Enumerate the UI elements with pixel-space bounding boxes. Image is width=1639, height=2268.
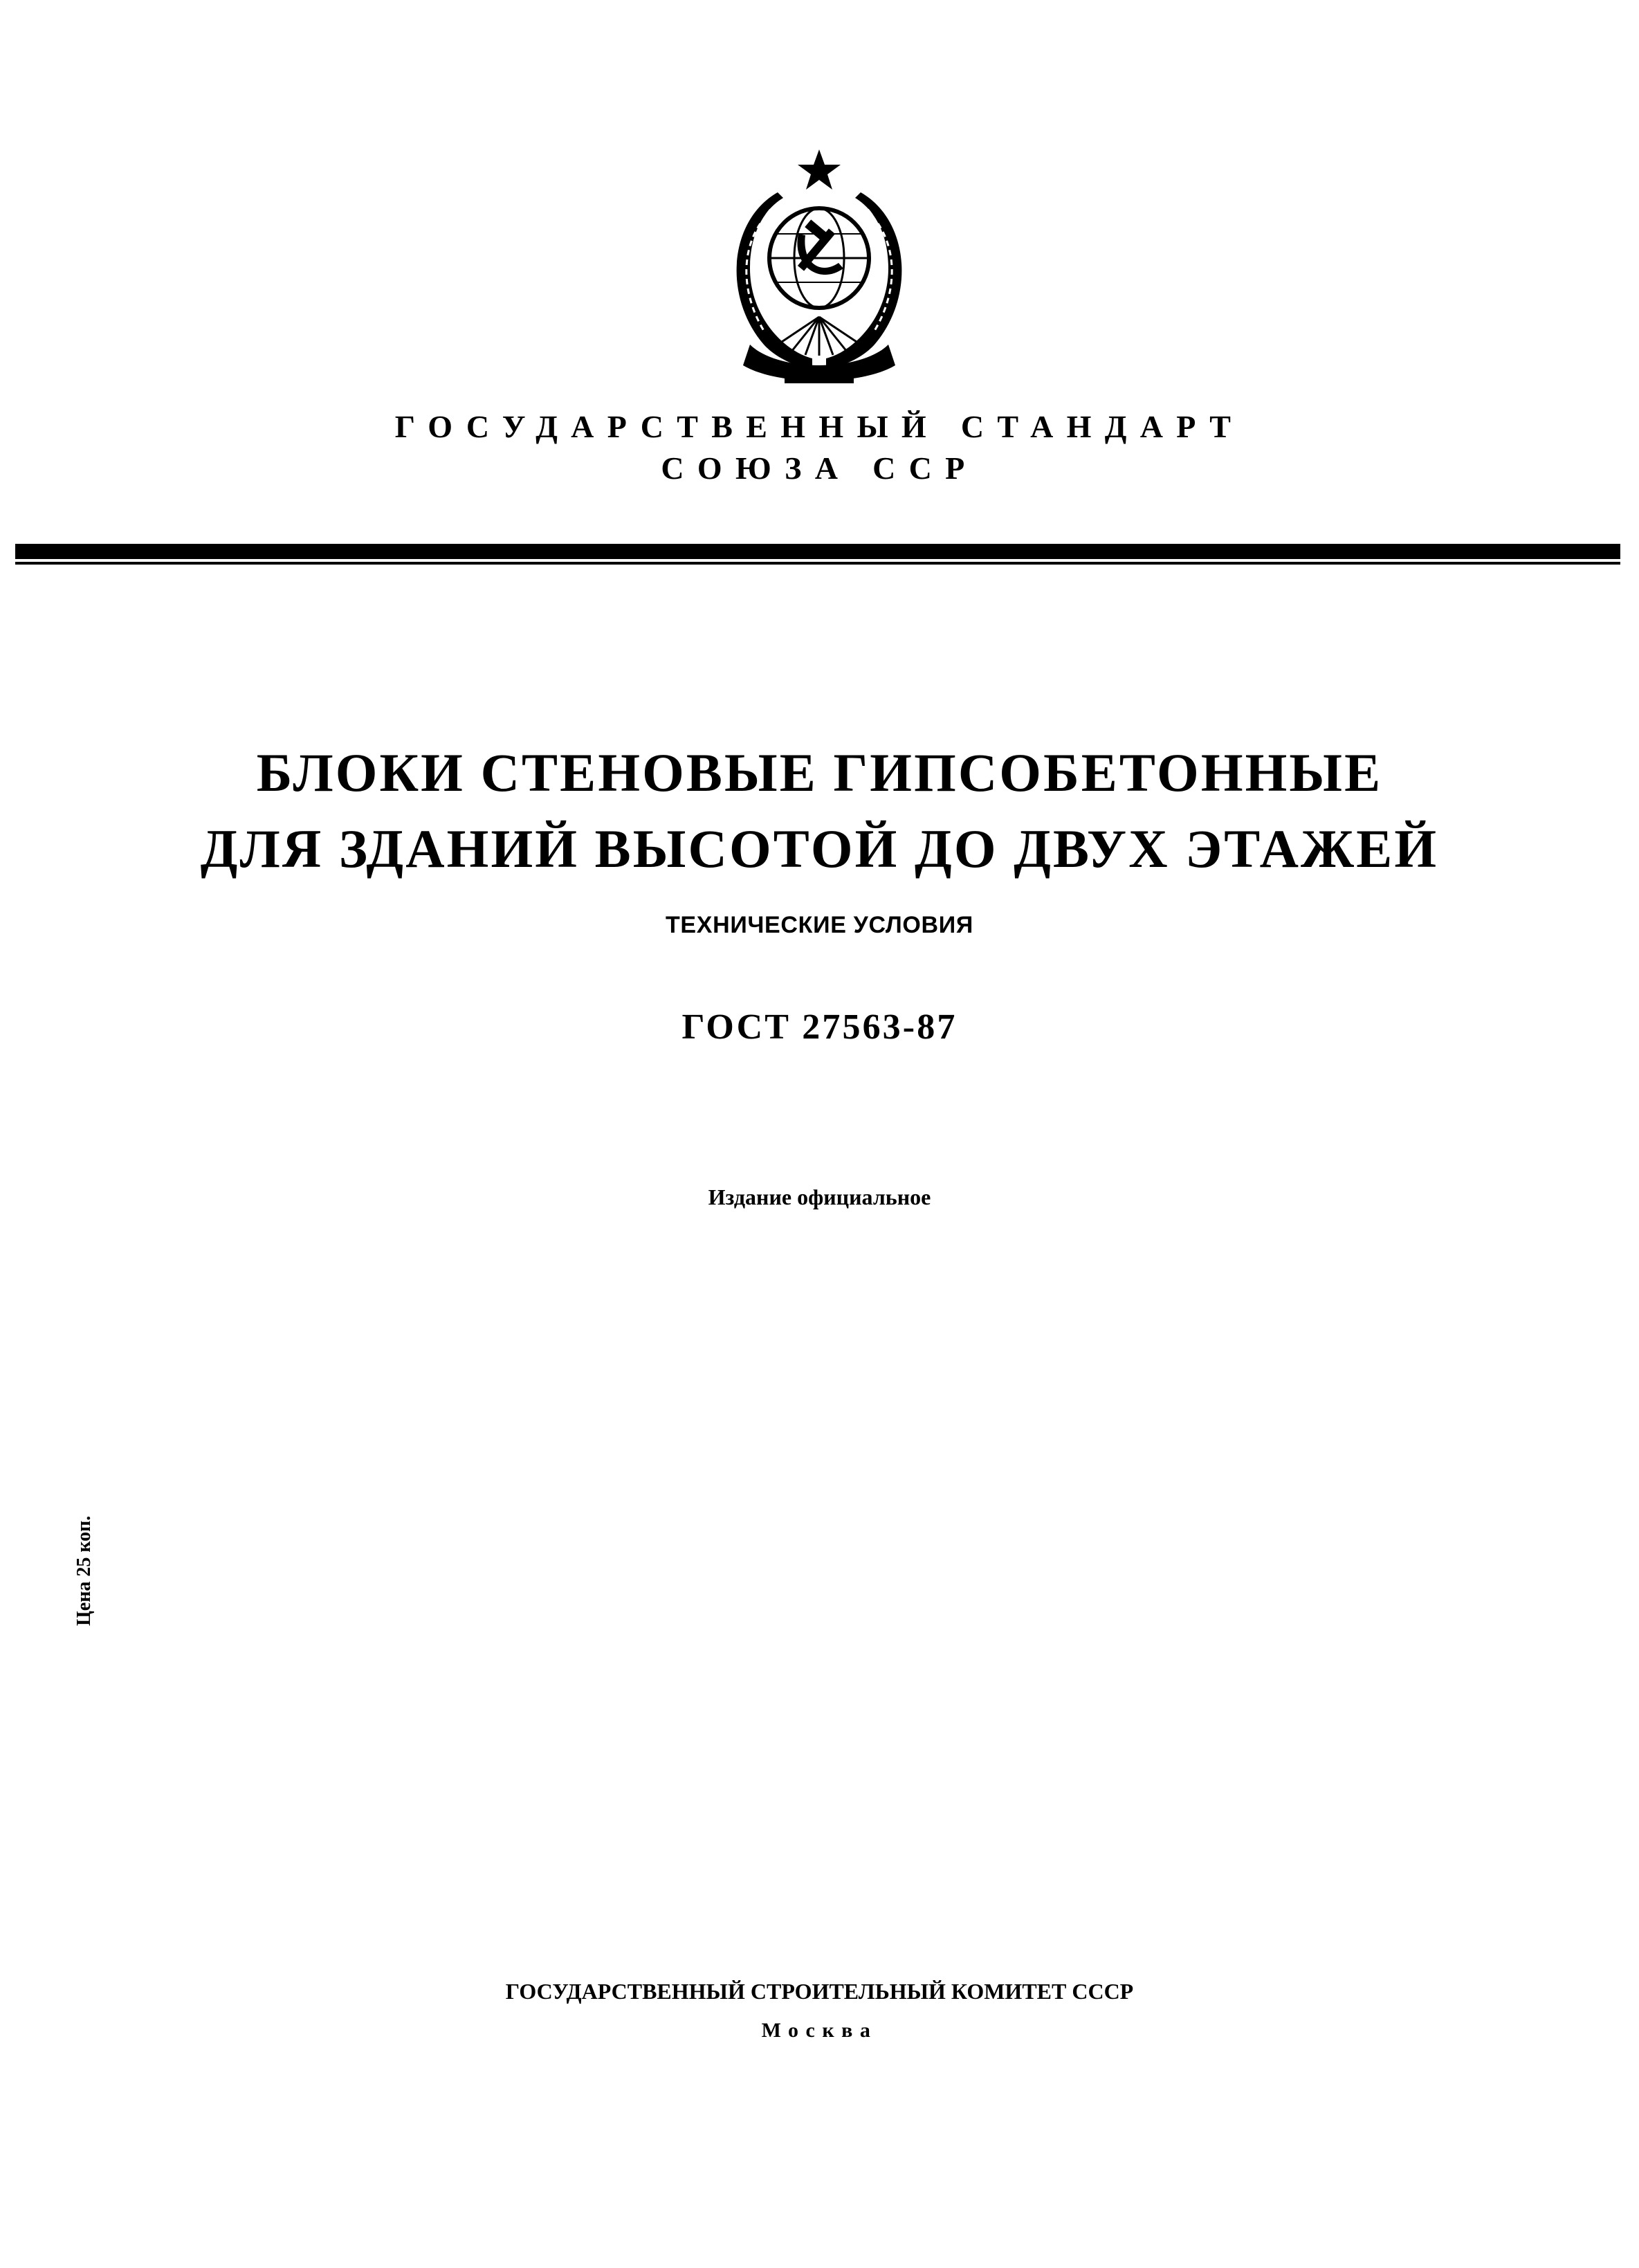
header-title-line2: СОЮЗА ССР <box>661 450 978 486</box>
publisher-name: ГОСУДАРСТВЕННЫЙ СТРОИТЕЛЬНЫЙ КОМИТЕТ СССР <box>505 1979 1134 2004</box>
price-label: Цена 25 коп. <box>73 1515 95 1626</box>
header-title-line1: ГОСУДАРСТВЕННЫЙ СТАНДАРТ <box>394 409 1245 444</box>
edition-label: Издание официальное <box>708 1185 931 1209</box>
horizontal-divider <box>15 544 1620 559</box>
document-title-line1: БЛОКИ СТЕНОВЫЕ ГИПСОБЕТОННЫЕ <box>256 742 1383 803</box>
document-title-line2: ДЛЯ ЗДАНИЙ ВЫСОТОЙ ДО ДВУХ ЭТАЖЕЙ <box>200 819 1439 879</box>
publisher-city: Москва <box>761 2019 878 2042</box>
ussr-coat-of-arms-icon <box>702 144 937 387</box>
horizontal-divider-thin <box>15 562 1620 565</box>
standard-number: ГОСТ 27563-87 <box>681 1007 958 1047</box>
document-subtitle: ТЕХНИЧЕСКИЕ УСЛОВИЯ <box>665 912 974 938</box>
